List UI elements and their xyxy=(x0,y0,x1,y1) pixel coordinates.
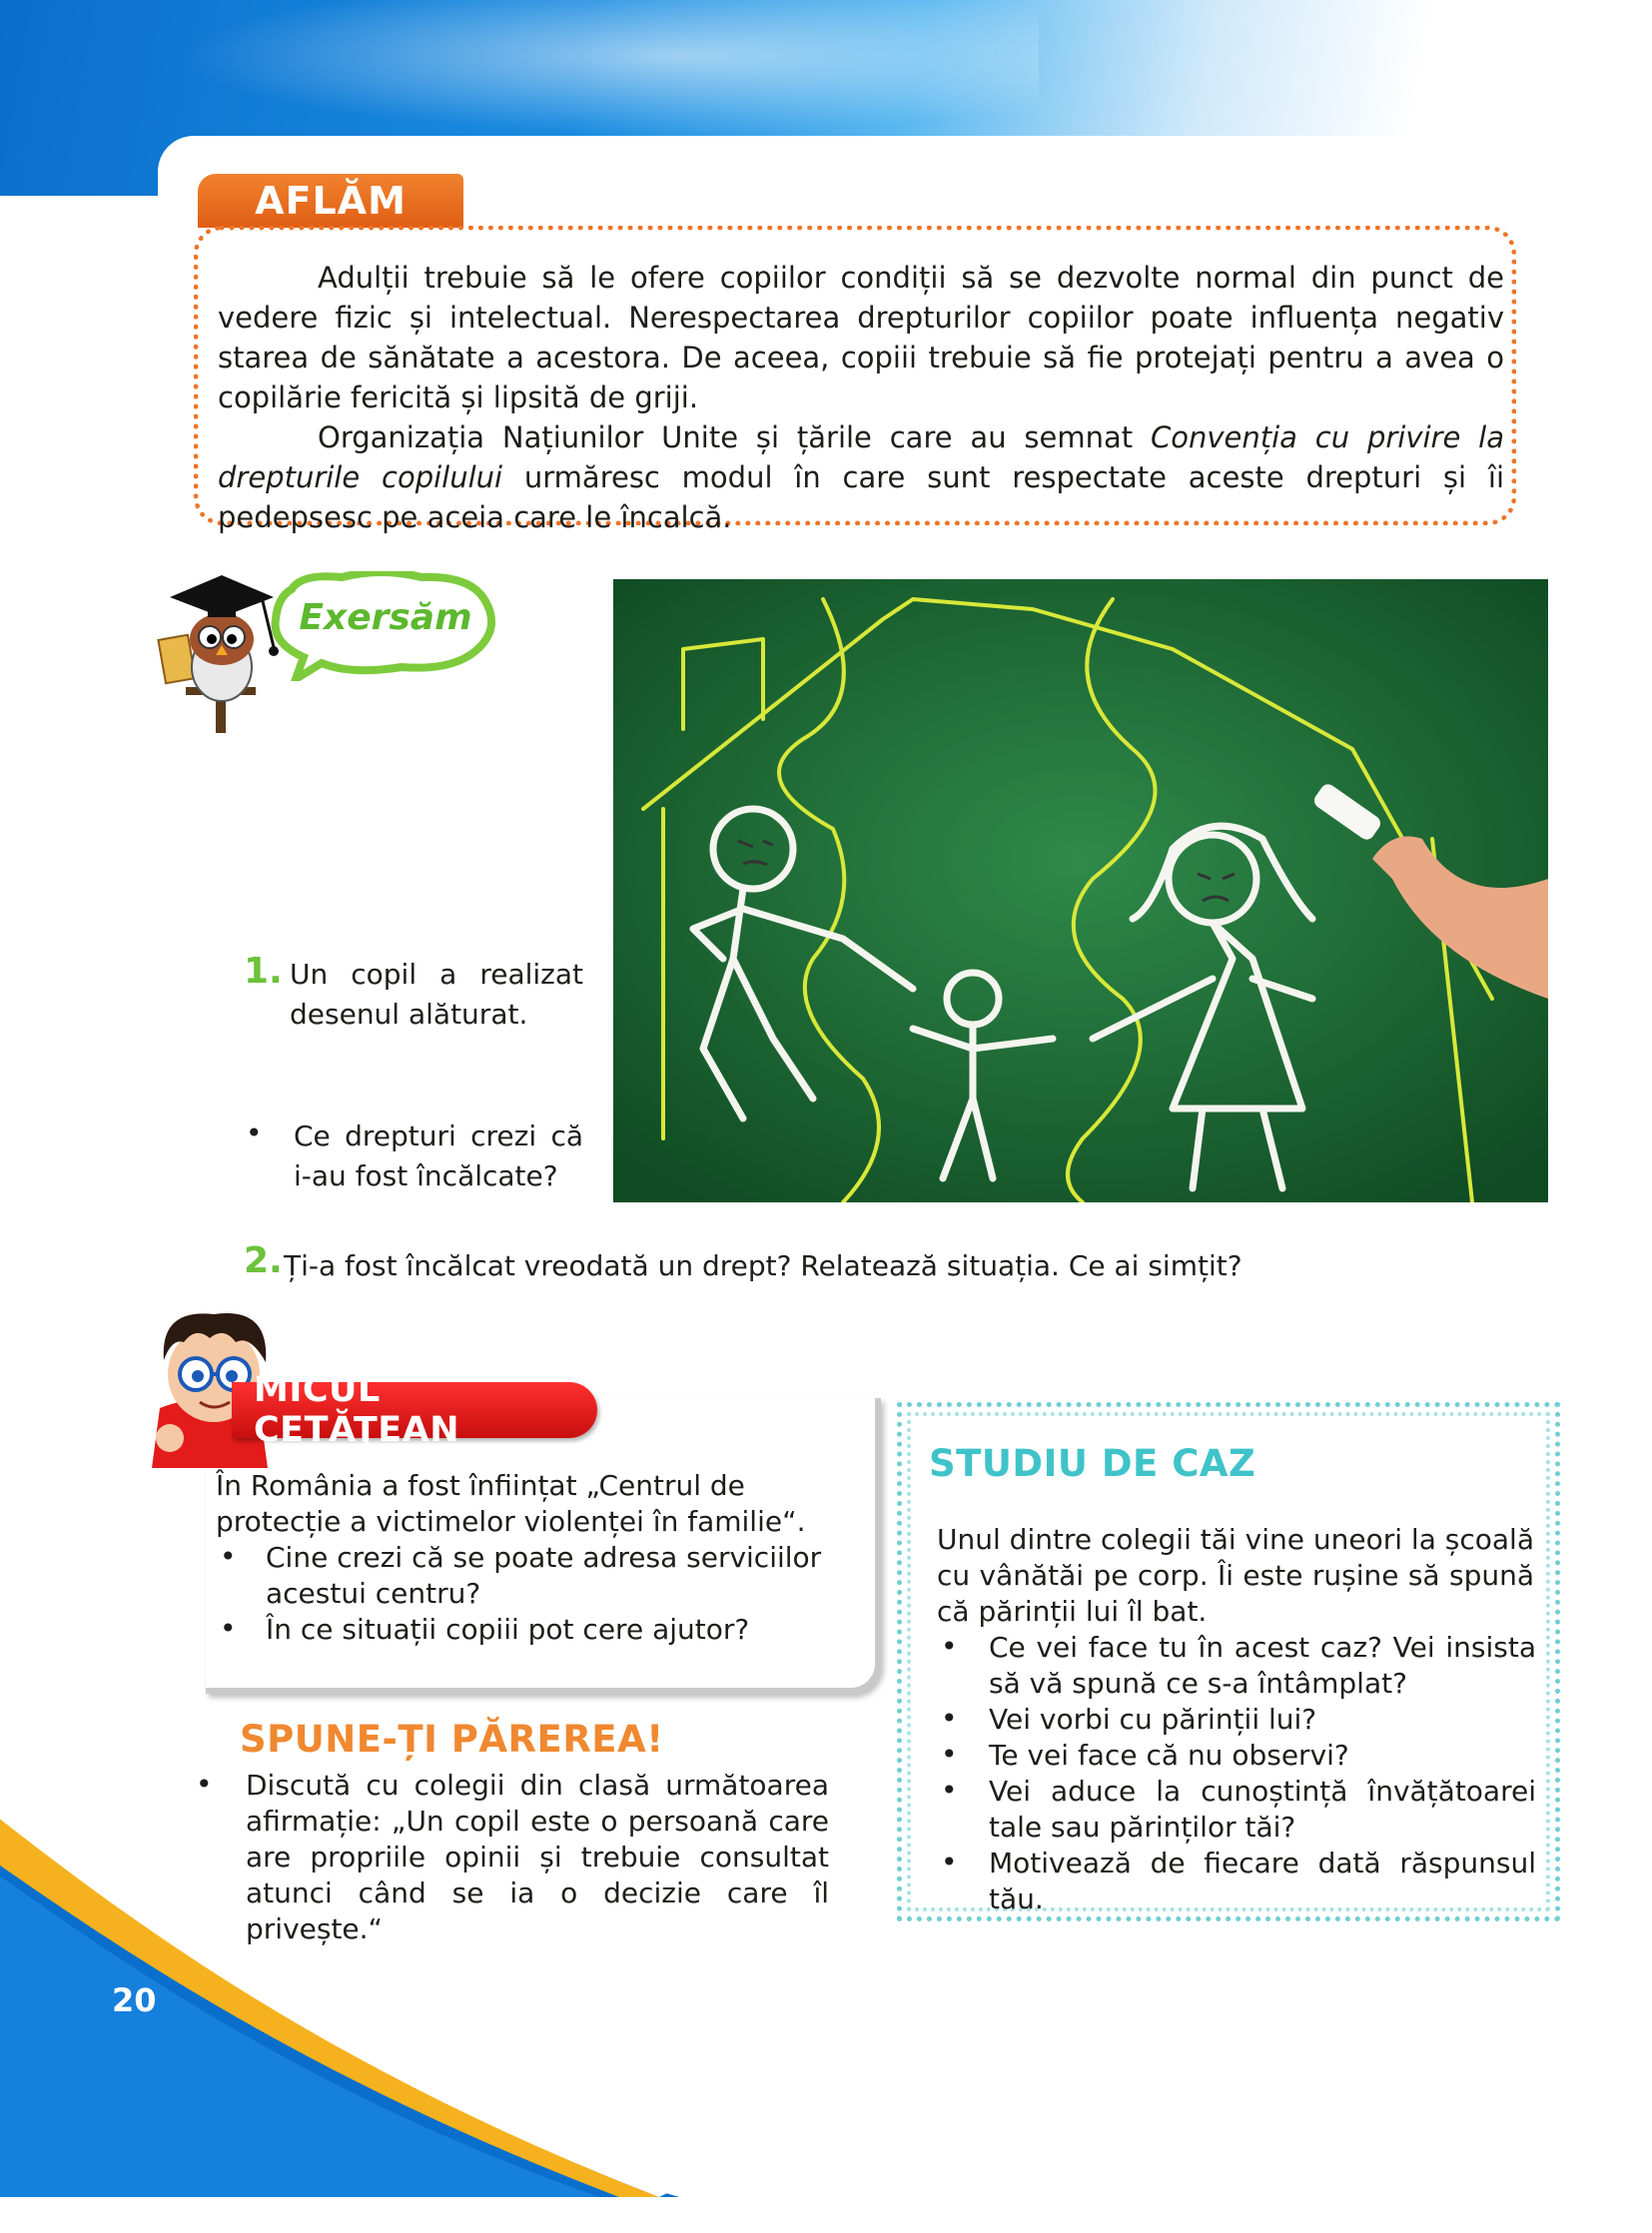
aflam-p2-italic: Convenția cu privire la drepturile copilului xyxy=(218,420,1504,494)
aflam-paragraph-1: Adulții trebuie să le ofere copiilor condiții să se dezvolte normal din punct de vedere fizic și intelectual. Nerespectarea drepturilor copiilor poate influența negativ starea de sănătate a acestora. De aceea, copiii trebuie să fie protejați pentru a avea o copilărie fericită și lipsită de griji. xyxy=(218,261,1504,414)
studiu-de-caz-bullet-2: • xyxy=(941,1702,958,1735)
page-number: 20 xyxy=(112,1981,157,2019)
exercise-1-number: 1. xyxy=(244,951,283,992)
aflam-tab: AFLĂM xyxy=(198,174,463,228)
spune-ti-parerea-text: Discută cu colegii din clasă următoarea afirmație: „Un copil este o persoană care are propriile opinii și trebuie consultat atunci când se ia o decizie care îl privește.“ xyxy=(246,1769,829,1945)
exercise-2-number: 2. xyxy=(244,1240,283,1281)
spune-ti-parerea-title: SPUNE-ȚI PĂREREA! xyxy=(240,1718,664,1761)
studiu-de-caz-question-3: Te vei face că nu observi? xyxy=(989,1739,1349,1772)
page-margin xyxy=(0,196,158,1794)
studiu-de-caz-question-1: Ce vei face tu în acest caz? Vei insista să vă spună ce s-a întâmplat? xyxy=(989,1631,1536,1700)
micul-cetatean-banner: MICUL CETĂŢEAN xyxy=(232,1382,597,1438)
micul-cetatean-intro: În România a fost înființat „Centrul de protecție a victimelor violenței în familie“. xyxy=(216,1469,806,1538)
exercise-1-bullet: • xyxy=(246,1116,263,1149)
studiu-de-caz-bullet-1: • xyxy=(941,1630,958,1663)
studiu-de-caz-bullet-3: • xyxy=(941,1738,958,1771)
aflam-paragraph-2 xyxy=(218,417,1504,537)
studiu-de-caz-bullet-5: • xyxy=(941,1846,958,1878)
micul-cetatean-bullet-2: • xyxy=(220,1612,237,1645)
studiu-de-caz-intro: Unul dintre colegii tăi vine uneori la școală cu vânătăi pe corp. Îi este rușine să spună că părinții lui îl bat. xyxy=(937,1523,1534,1628)
exercise-1-question-line-1: Ce drepturi crezi că xyxy=(294,1119,583,1152)
exercise-1-question-line-2: i-au fost încălcate? xyxy=(294,1159,558,1192)
exercise-2-text: Ți-a fost încălcat vreodată un drept? Relatează situația. Ce ai simțit? xyxy=(284,1249,1242,1282)
spune-ti-parerea-bullet: • xyxy=(196,1768,213,1801)
studiu-de-caz-question-5: Motivează de fiecare dată răspunsul tău. xyxy=(989,1847,1536,1915)
aflam-text xyxy=(218,258,1504,537)
exercise-1-line-2: desenul alăturat. xyxy=(290,998,528,1031)
micul-cetatean-question-1: Cine crezi că se poate adresa serviciilor acestui centru? xyxy=(266,1541,822,1610)
aflam-p2-start: Organizația Națiunilor Unite și țările care au semnat xyxy=(318,420,1151,454)
studiu-de-caz-question-2: Vei vorbi cu părinții lui? xyxy=(989,1703,1317,1736)
studiu-de-caz-question-4: Vei aduce la cunoștință învățătoarei tale sau părinților tăi? xyxy=(989,1775,1536,1844)
micul-cetatean-question-2: În ce situații copiii pot cere ajutor? xyxy=(266,1613,750,1646)
aflam-p2-end: urmăresc modul în care sunt respectate aceste drepturi și îi pedepsesc pe aceia care le încalcă. xyxy=(218,460,1504,534)
studiu-de-caz-bullet-4: • xyxy=(941,1774,958,1807)
chalkboard-family-drawing xyxy=(613,579,1548,1202)
studiu-de-caz-title: STUDIU DE CAZ xyxy=(929,1442,1256,1485)
header-glow xyxy=(140,0,1039,140)
exersam-label: Exersăm xyxy=(299,597,472,638)
exercise-1-line-1: Un copil a realizat xyxy=(290,958,583,991)
micul-cetatean-bullet-1: • xyxy=(220,1540,237,1573)
